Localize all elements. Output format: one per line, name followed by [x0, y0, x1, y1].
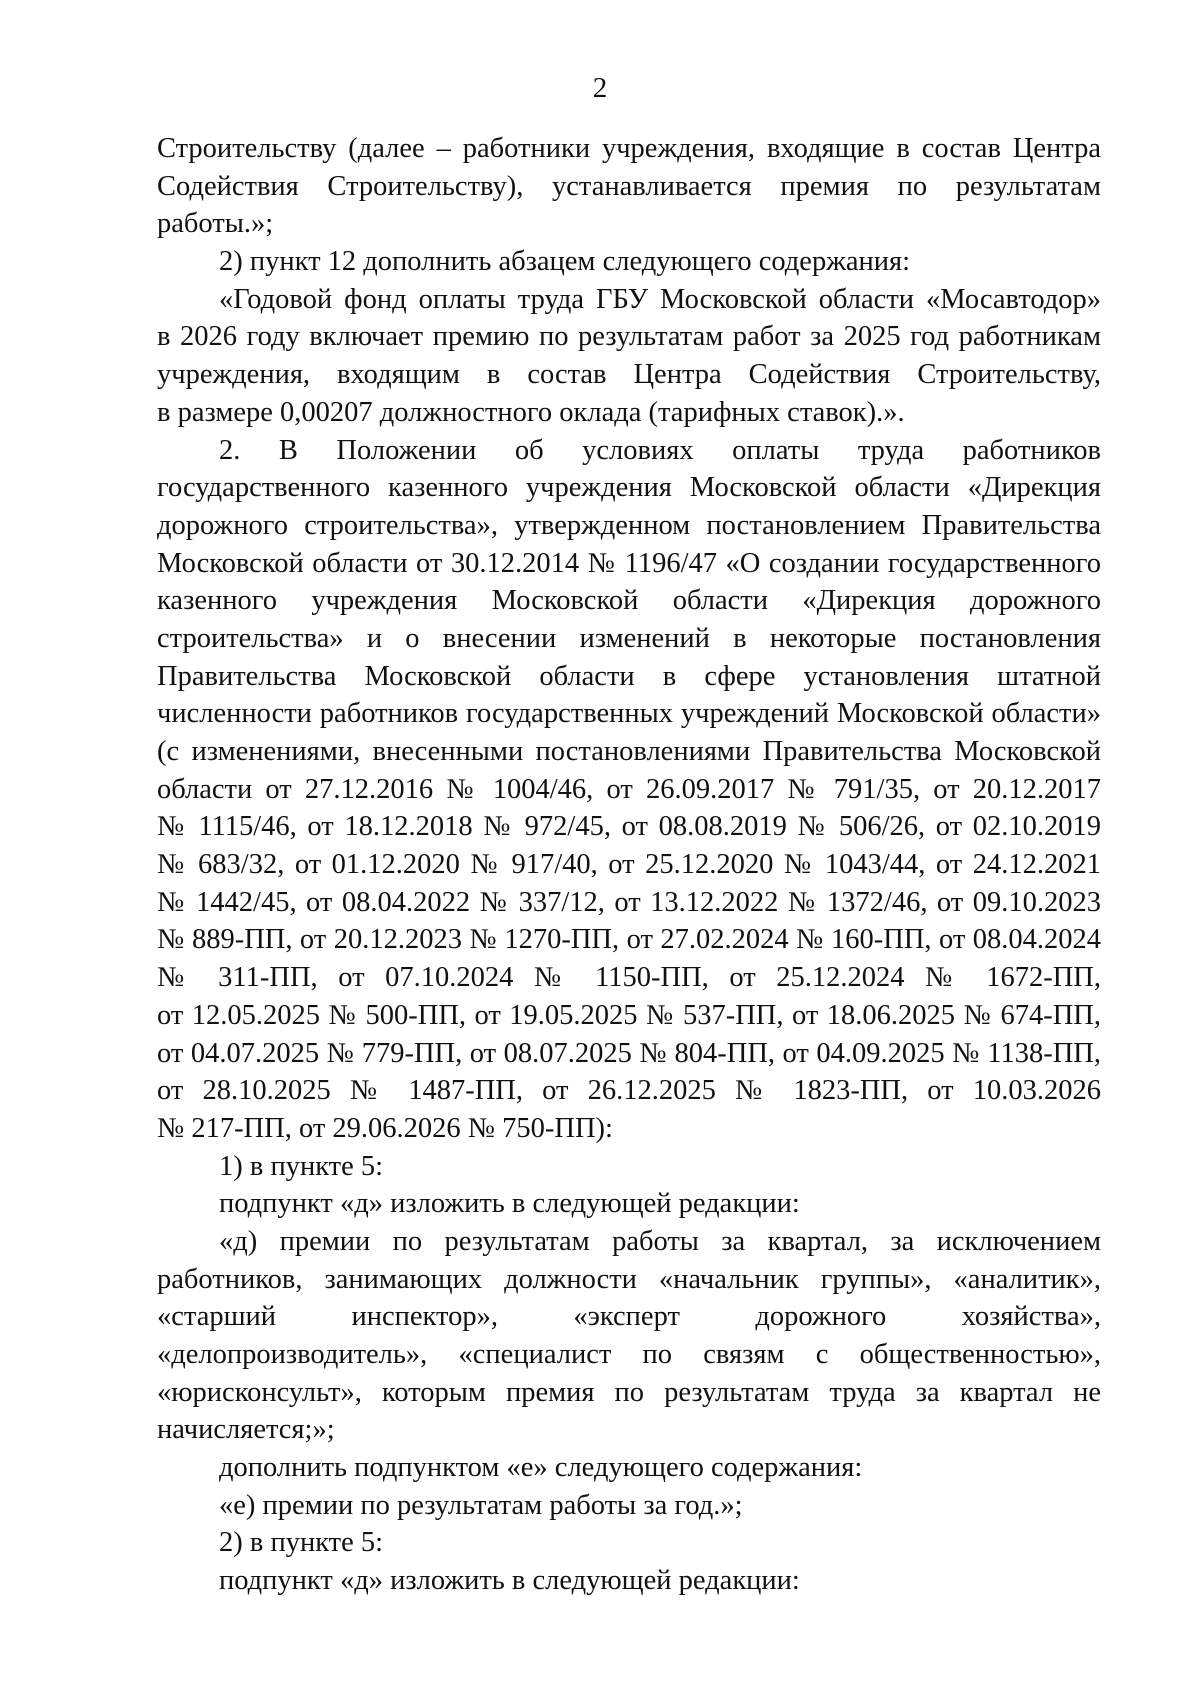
text-line: «д) премии по результатам работы за квартал, за исключением: [219, 1225, 1101, 1257]
text-line: Московской области от 30.12.2014 № 1196/47 «О создании государственного: [157, 547, 1101, 579]
text-line: государственного казенного учреждения Московской области «Дирекция: [157, 472, 1101, 504]
document-body: [157, 130, 1101, 1600]
text-line: от 12.05.2025 № 500-ПП, от 19.05.2025 № 537-ПП, от 18.06.2025 № 674-ПП,: [157, 999, 1101, 1031]
page-number: 2: [592, 72, 608, 104]
text-line: № 683/32, от 01.12.2020 № 917/40, от 25.12.2020 № 1043/44, от 24.12.2021: [157, 849, 1101, 881]
text-line: начисляется;»;: [157, 1414, 335, 1446]
text-line: в 2026 году включает премию по результатам работ за 2025 год работникам: [157, 321, 1101, 353]
text-line: работников, занимающих должности «начальник группы», «аналитик»,: [157, 1263, 1101, 1295]
text-line: № 889-ПП, от 20.12.2023 № 1270-ПП, от 27.02.2024 № 160-ПП, от 08.04.2024: [157, 924, 1101, 956]
text-line: Содействия Строительству), устанавливается премия по результатам: [157, 170, 1101, 202]
text-line: дополнить подпунктом «е» следующего содержания:: [219, 1452, 863, 1484]
text-line: дорожного строительства», утвержденном постановлением Правительства: [157, 509, 1101, 541]
text-line: подпункт «д» изложить в следующей редакции:: [219, 1188, 800, 1220]
text-line: численности работников государственных учреждений Московской области»: [157, 698, 1101, 730]
text-line: «юрисконсульт», которым премия по результатам труда за квартал не: [157, 1376, 1101, 1408]
text-line: «старший инспектор», «эксперт дорожного хозяйства»,: [157, 1301, 1101, 1333]
text-line: «Годовой фонд оплаты труда ГБУ Московской области «Мосавтодор»: [219, 283, 1101, 315]
text-line: Правительства Московской области в сфере установления штатной: [157, 660, 1101, 692]
text-line: казенного учреждения Московской области «Дирекция дорожного: [157, 585, 1101, 617]
text-line: области от 27.12.2016 № 1004/46, от 26.09.2017 № 791/35, от 20.12.2017: [157, 773, 1101, 805]
text-line: 1) в пункте 5:: [219, 1150, 384, 1182]
text-line: 2) в пункте 5:: [219, 1527, 384, 1559]
text-line: в размере 0,00207 должностного оклада (тарифных ставок).».: [157, 396, 905, 428]
text-line: № 311-ПП, от 07.10.2024 № 1150-ПП, от 25.12.2024 № 1672-ПП,: [157, 962, 1101, 994]
text-line: учреждения, входящим в состав Центра Содействия Строительству,: [157, 359, 1101, 391]
text-line: 2) пункт 12 дополнить абзацем следующего содержания:: [219, 246, 911, 278]
text-line: строительства» и о внесении изменений в некоторые постановления: [157, 622, 1101, 654]
text-line: от 28.10.2025 № 1487-ПП, от 26.12.2025 № 1823-ПП, от 10.03.2026: [157, 1075, 1101, 1107]
text-line: (с изменениями, внесенными постановлениями Правительства Московской: [157, 736, 1101, 767]
text-line: «е) премии по результатам работы за год.»;: [219, 1489, 743, 1521]
text-line: Строительству (далее – работники учреждения, входящие в состав Центра: [157, 133, 1101, 164]
text-line: подпункт «д» изложить в следующей редакции:: [219, 1565, 800, 1597]
text-line: № 1442/45, от 08.04.2022 № 337/12, от 13.12.2022 № 1372/46, от 09.10.2023: [157, 886, 1101, 918]
text-line: от 04.07.2025 № 779-ПП, от 08.07.2025 № 804-ПП, от 04.09.2025 № 1138-ПП,: [157, 1037, 1101, 1069]
text-line: работы.»;: [157, 208, 274, 240]
text-line: № 1115/46, от 18.12.2018 № 972/45, от 08.08.2019 № 506/26, от 02.10.2019: [157, 811, 1101, 843]
text-line: № 217-ПП, от 29.06.2026 № 750-ПП):: [157, 1112, 613, 1144]
text-line: 2. В Положении об условиях оплаты труда работников: [219, 434, 1101, 466]
text-line: «делопроизводитель», «специалист по связям с общественностью»,: [157, 1339, 1101, 1370]
